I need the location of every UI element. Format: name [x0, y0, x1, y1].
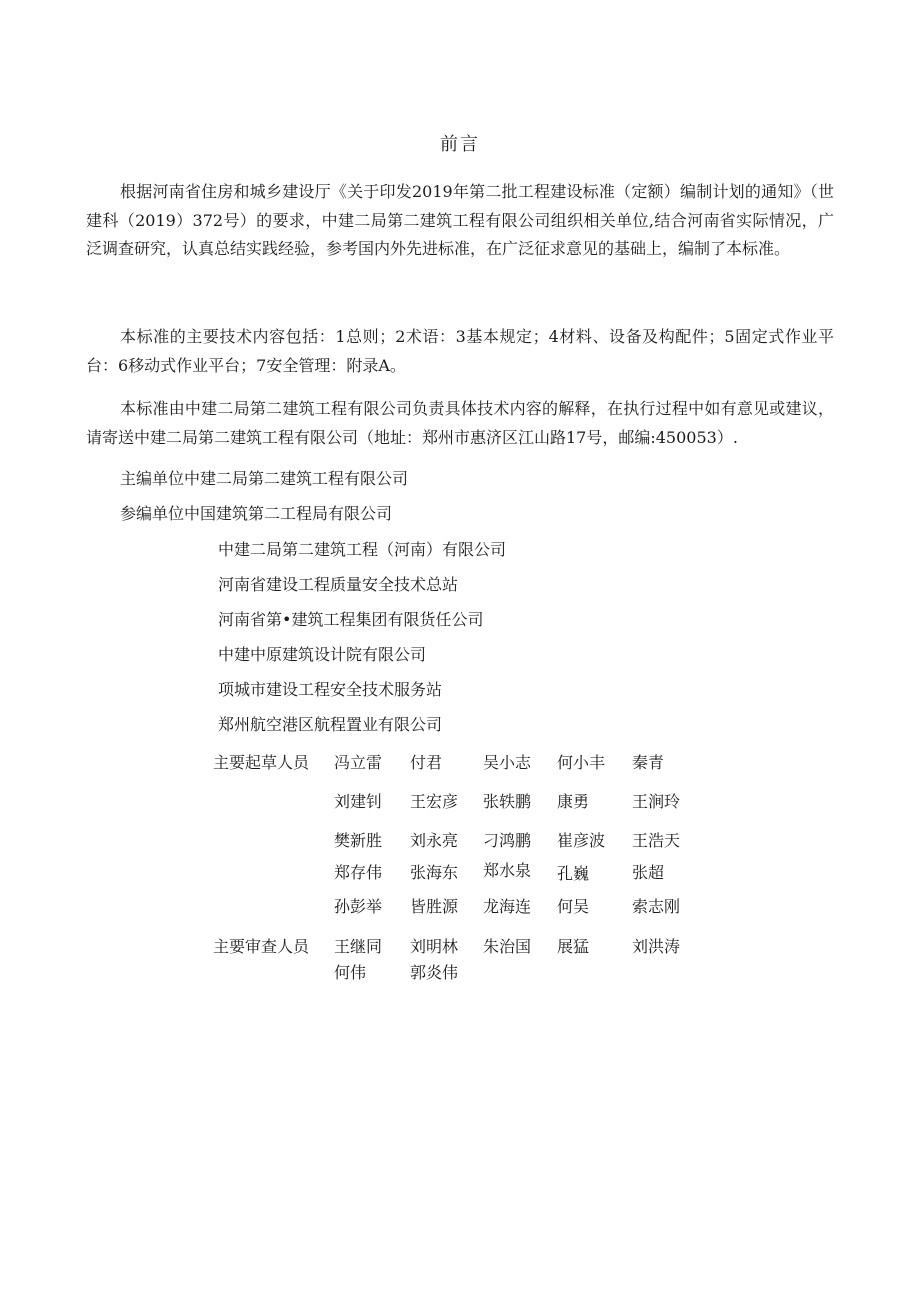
drafter-name: 王涧玲 — [632, 792, 681, 811]
reviewer-name: 刘洪涛 — [632, 937, 681, 956]
drafter-name: 郑水泉 — [483, 861, 532, 880]
co-editor-org: 项城市建设工程安全技术服务站 — [218, 680, 443, 699]
reviewer-name: 朱治国 — [483, 937, 532, 956]
reviewers-label: 主要审查人员 — [213, 937, 310, 956]
drafter-name: 王浩天 — [632, 831, 681, 850]
reviewer-name: 王继同 — [334, 937, 383, 956]
drafter-name: 孔巍 — [557, 864, 590, 883]
co-editor-org: 河南省建设工程质量安全技术总站 — [218, 575, 459, 594]
drafter-name: 索志刚 — [632, 897, 681, 916]
drafter-name: 秦青 — [632, 753, 665, 772]
drafter-name: 龙海连 — [483, 897, 532, 916]
drafter-name: 何吴 — [557, 897, 590, 916]
drafter-name: 樊新胜 — [334, 831, 383, 850]
co-editor-org: 中建二局第二建筑工程（河南）有限公司 — [218, 540, 507, 559]
content-paragraph: 本标准的主要技术内容包括：1总则；2术语：3基本规定；4材料、设备及构配件；5固定式作业平台：6移动式作业平台；7安全管理：附录A。 — [86, 327, 834, 375]
drafter-name: 刁鸿鹏 — [483, 831, 532, 850]
drafter-name: 张轶鹏 — [483, 792, 532, 811]
reviewer-name: 刘明林 — [410, 937, 459, 956]
page-title: 前言 — [440, 134, 480, 155]
drafter-name: 孙彭举 — [334, 897, 383, 916]
drafter-name: 吴小志 — [483, 753, 532, 772]
reviewer-name: 展猛 — [557, 937, 590, 956]
drafter-name: 张海东 — [410, 863, 459, 882]
drafter-name: 郑存伟 — [334, 863, 383, 882]
reviewer-name: 郭炎伟 — [410, 963, 459, 982]
drafter-name: 付君 — [410, 753, 443, 772]
reviewer-name: 何伟 — [334, 963, 367, 982]
drafter-name: 冯立雷 — [334, 753, 383, 772]
drafter-name: 刘永亮 — [410, 831, 459, 850]
co-editor-org: 郑州航空港区航程置业有限公司 — [218, 715, 443, 734]
drafter-name: 何小丰 — [557, 753, 606, 772]
co-editor-org: 河南省第•建筑工程集团有限货任公司 — [218, 610, 484, 629]
drafter-name: 王宏彦 — [410, 792, 459, 811]
drafters-label: 主要起草人员 — [213, 753, 310, 772]
co-editor-unit: 参编单位中国建筑第二工程局有限公司 — [120, 504, 393, 523]
drafter-name: 张超 — [632, 863, 665, 882]
drafter-name: 康勇 — [557, 792, 590, 811]
interpretation-paragraph: 本标准由中建二局第二建筑工程有限公司负责具体技术内容的解释，在执行过程中如有意见或建议，请寄送中建二局第二建筑工程有限公司（地址：郑州市惠济区江山路17号，邮编:450053）. — [86, 399, 834, 447]
intro-paragraph: 根据河南省住房和城乡建设厅《关于印发2019年第二批工程建设标准（定额）编制计划的通知》（世建科（2019）372号）的要求，中建二局第二建筑工程有限公司组织相关单位,结合河南省实际情况，广泛调查研究，认真总结实践经验，参考国内外先进标准，在广泛征求意见的基础上，编制了本标准。 — [86, 182, 834, 258]
drafter-name: 皆胜源 — [410, 897, 459, 916]
co-editor-org: 中建中原建筑设计院有限公司 — [218, 645, 427, 664]
drafter-name: 刘建钊 — [334, 792, 383, 811]
drafter-name: 崔彦波 — [557, 831, 606, 850]
chief-editor-unit: 主编单位中建二局第二建筑工程有限公司 — [120, 469, 409, 488]
